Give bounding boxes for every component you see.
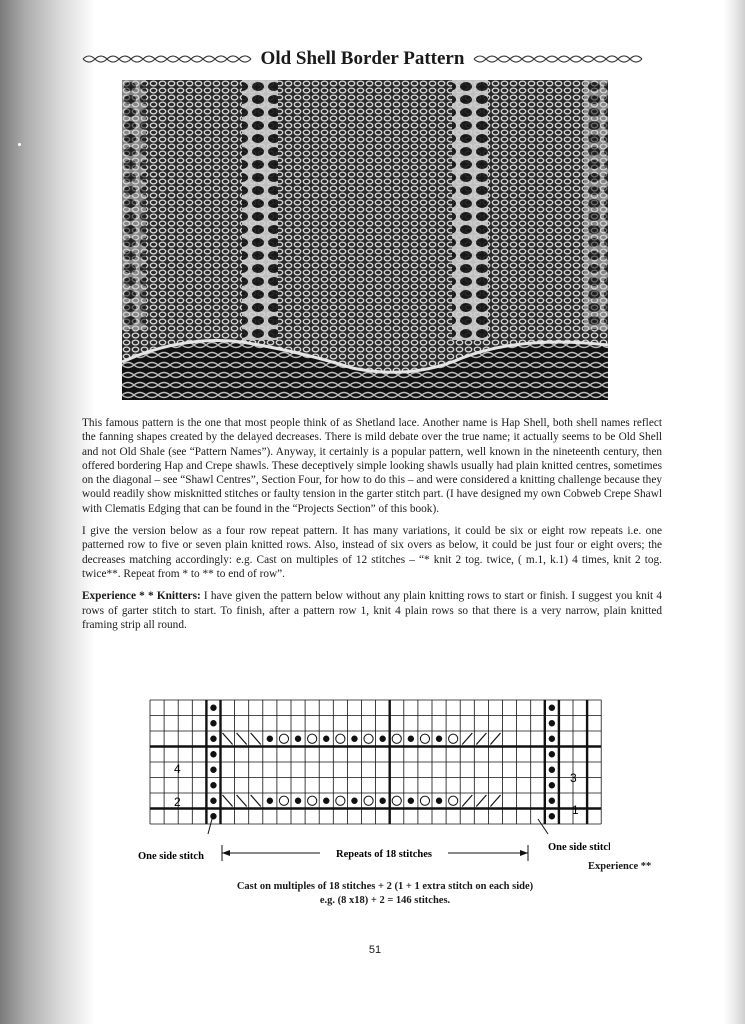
yarn-over-symbol	[279, 796, 288, 805]
yarn-over-symbol	[420, 796, 429, 805]
chart-caption	[160, 880, 610, 908]
k2tog-decrease-symbol	[462, 795, 472, 807]
purl-dot-symbol	[379, 798, 385, 804]
yarn-over-symbol	[336, 734, 345, 743]
ssk-decrease-symbol	[223, 795, 233, 807]
yarn-over-symbol	[392, 796, 401, 805]
yarn-over-symbol	[336, 796, 345, 805]
purl-dot-symbol	[549, 736, 555, 742]
page-title: Old Shell Border Pattern	[260, 48, 465, 69]
page-edge-shadow	[723, 0, 745, 1024]
ssk-decrease-symbol	[237, 733, 247, 745]
caption-line-2: e.g. (8 x18) + 2 = 146 stitches.	[319, 895, 451, 906]
purl-dot-symbol	[549, 705, 555, 711]
purl-dot-symbol	[210, 798, 216, 804]
purl-dot-symbol	[323, 736, 329, 742]
purl-dot-symbol	[210, 705, 216, 711]
purl-dot-symbol	[549, 813, 555, 819]
purl-dot-symbol	[210, 736, 216, 742]
repeat-label: Repeats of 18 stitches	[336, 849, 432, 860]
k2tog-decrease-symbol	[476, 795, 486, 807]
lace-texture	[122, 80, 608, 400]
row-label-3: 3	[570, 771, 577, 785]
purl-dot-symbol	[295, 736, 301, 742]
right-label-pointer	[538, 819, 548, 834]
left-label-pointer	[208, 819, 212, 834]
k2tog-decrease-symbol	[490, 733, 500, 745]
purl-dot-symbol	[351, 798, 357, 804]
k2tog-decrease-symbol	[490, 795, 500, 807]
experience-heading: Experience * * Knitters:	[82, 590, 201, 603]
repeat-arrowhead-right	[520, 850, 528, 856]
dust-speck	[18, 143, 21, 146]
purl-dot-symbol	[267, 798, 273, 804]
yarn-over-symbol	[364, 734, 373, 743]
knitting-chart-grid	[130, 695, 610, 870]
yarn-over-symbol	[364, 796, 373, 805]
purl-dot-symbol	[549, 751, 555, 757]
yarn-over-symbol	[449, 734, 458, 743]
row-label-1: 1	[572, 803, 579, 817]
caption-line-1: Cast on multiples of 18 stitches + 2 (1 + 1 extra stitch on each side)	[236, 881, 534, 892]
purl-dot-symbol	[210, 782, 216, 788]
purl-dot-symbol	[549, 798, 555, 804]
page-number: 51	[368, 944, 382, 956]
k2tog-decrease-symbol	[476, 733, 486, 745]
title-row	[70, 44, 655, 74]
experience-text: I have given the pattern below without any plain knitting rows to start or finish. I suggest you knit 4 rows of garter stitch to start. To finish, after a pattern row 1, knit 4 plain rows so that there is a very narrow, plain knitted framing strip all round.	[82, 590, 662, 631]
purl-dot-symbol	[408, 736, 414, 742]
k2tog-decrease-symbol	[462, 733, 472, 745]
yarn-over-symbol	[420, 734, 429, 743]
purl-dot-symbol	[267, 736, 273, 742]
left-side-stitch-label: One side stitch	[138, 851, 204, 862]
purl-dot-symbol	[323, 798, 329, 804]
ssk-decrease-symbol	[251, 795, 261, 807]
yarn-over-symbol	[449, 796, 458, 805]
left-flourish-ornament	[81, 51, 253, 67]
purl-dot-symbol	[210, 767, 216, 773]
experience-rating: Experience **	[588, 861, 652, 872]
ssk-decrease-symbol	[237, 795, 247, 807]
purl-dot-symbol	[436, 736, 442, 742]
book-gutter-shadow	[0, 0, 95, 1024]
purl-dot-symbol	[408, 798, 414, 804]
right-flourish-ornament	[472, 51, 644, 67]
ssk-decrease-symbol	[223, 733, 233, 745]
intro-paragraph-2: I give the version below as a four row repeat pattern. It has many variations, it could be six or eight row repeats i.e. one patterned row to five or seven plain knitted rows. Also, instead of six overs as below, it could be just four or eight overs; the decreases matching accordingly: e.g. Cast on multiples of 12 stitches – “* knit 2 tog. twice, ( m.1, k.1) 4 times, knit 2 tog. twice**. Repeat from * to ** to end of row”.	[82, 525, 662, 580]
purl-dot-symbol	[549, 720, 555, 726]
body-text	[82, 416, 662, 640]
purl-dot-symbol	[549, 767, 555, 773]
yarn-over-symbol	[392, 734, 401, 743]
row-label-2: 2	[174, 795, 181, 809]
yarn-over-symbol	[308, 796, 317, 805]
yarn-over-symbol	[308, 734, 317, 743]
purl-dot-symbol	[295, 798, 301, 804]
yarn-over-symbol	[279, 734, 288, 743]
row-label-4: 4	[174, 762, 181, 776]
purl-dot-symbol	[436, 798, 442, 804]
right-side-stitch-label: One side stitch	[548, 842, 610, 853]
knitting-chart	[130, 695, 610, 870]
intro-paragraph-1: This famous pattern is the one that most people think of as Shetland lace. Another name is Hap Shell, both shell names reflect the fanning shapes created by the delayed decreases. There is mild debate over the true name; it actually seems to be Old Shell and not Old Shale (see “Pattern Names”). Anyway, it certainly is a popular pattern, well known in the nineteenth century, then offered bordering Hap and Crepe shawls. These deceptively simple looking shawls usually had plain knitted centres, sometimes on the diagonal – see “Shawl Centres”, Section Four, for how to do this – and were considered a knitting challenge because they would readily show misknitted stitches or faulty tension in the garter stitch part. (I have designed my own Cobweb Crepe Shawl with Clematis Edging that can be found in the “Projects Section” of this book).	[82, 417, 662, 515]
purl-dot-symbol	[210, 813, 216, 819]
purl-dot-symbol	[210, 751, 216, 757]
experience-paragraph	[82, 589, 662, 632]
purl-dot-symbol	[379, 736, 385, 742]
purl-dot-symbol	[549, 782, 555, 788]
repeat-arrowhead-left	[222, 850, 230, 856]
purl-dot-symbol	[351, 736, 357, 742]
ssk-decrease-symbol	[251, 733, 261, 745]
lace-sample-photo	[122, 80, 608, 400]
purl-dot-symbol	[210, 720, 216, 726]
